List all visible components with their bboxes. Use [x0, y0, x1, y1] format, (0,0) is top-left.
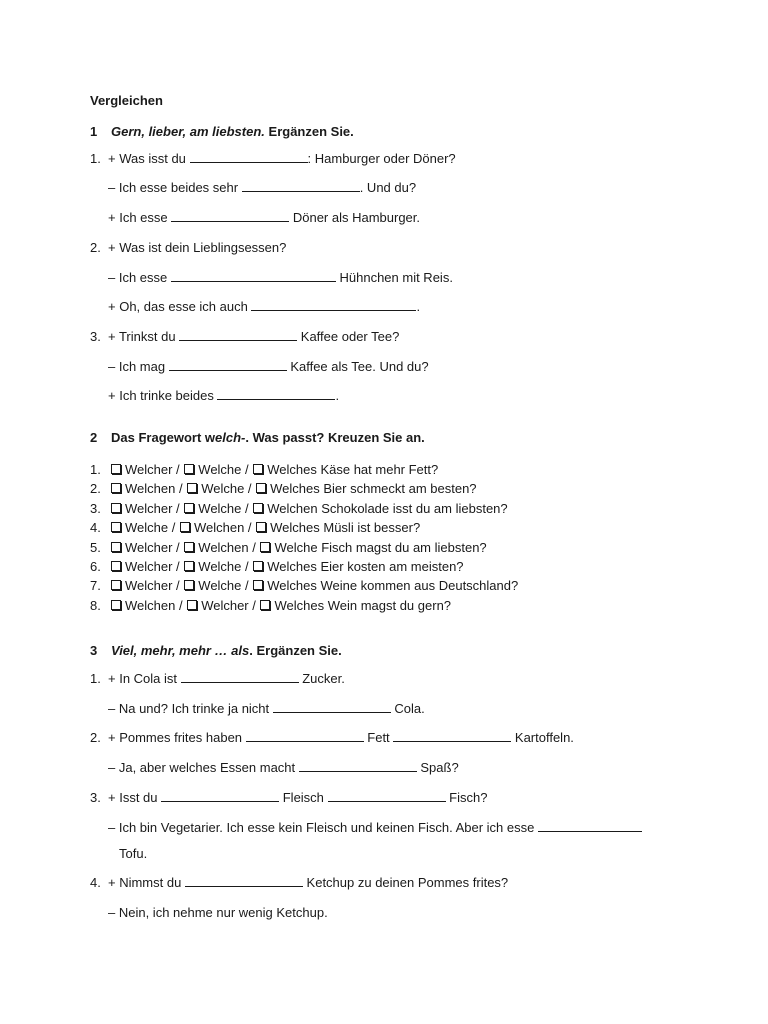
- answer-blank[interactable]: [393, 730, 511, 742]
- item-number: 3.: [90, 500, 101, 516]
- answer-blank[interactable]: [161, 790, 279, 802]
- section-2-heading: 2 Das Fragewort welch-. Was passt? Kreuzen Sie an.: [90, 430, 425, 445]
- choice-option: Welche /: [198, 462, 253, 477]
- choice-item: [90, 501, 508, 516]
- checkbox-icon[interactable]: [180, 522, 190, 532]
- section-heading-italic: elch-: [215, 430, 246, 445]
- checkbox-icon[interactable]: [187, 600, 197, 610]
- checkbox-icon[interactable]: [253, 561, 263, 571]
- item-number: 8.: [90, 597, 101, 613]
- answer-blank[interactable]: [171, 210, 289, 222]
- answer-blank[interactable]: [246, 730, 364, 742]
- section-heading-text: . Ergänzen Sie.: [249, 643, 342, 658]
- choice-option: Welche /: [201, 481, 256, 497]
- answer-blank[interactable]: [251, 299, 416, 311]
- exercise-line: + Ich esse Döner als Hamburger.: [108, 210, 421, 225]
- checkbox-icon[interactable]: [187, 483, 197, 493]
- choice-option: Welcher /: [125, 559, 184, 574]
- checkbox-icon[interactable]: [260, 542, 270, 552]
- choice-option: Welcher /: [201, 597, 260, 613]
- choice-item: [90, 520, 420, 535]
- section-1-heading: [90, 124, 354, 139]
- choice-item: [90, 462, 438, 477]
- answer-blank[interactable]: [181, 671, 299, 683]
- section-3-heading: [90, 643, 342, 658]
- item-number: 4.: [90, 520, 101, 536]
- answer-blank[interactable]: [185, 875, 303, 887]
- checkbox-icon[interactable]: [253, 580, 263, 590]
- section-heading-italic: Viel, mehr, mehr … als: [111, 643, 250, 658]
- exercise-line: – Na und? Ich trinke ja nicht Cola.: [108, 701, 425, 716]
- choice-option: Welcher /: [125, 500, 184, 516]
- checkbox-icon[interactable]: [111, 503, 121, 513]
- choice-option: Welches Wein magst du gern?: [274, 597, 452, 613]
- exercise-line: – Ich bin Vegetarier. Ich esse kein Fleisch und keinen Fisch. Aber ich esse: [90, 820, 642, 835]
- page-title: Vergleichen: [90, 93, 163, 108]
- exercise-line: 2. + Was ist dein Lieblingsessen?: [90, 240, 287, 255]
- checkbox-icon[interactable]: [111, 542, 121, 552]
- exercise-line: – Ich esse Hühnchen mit Reis.: [108, 270, 453, 285]
- section-number: 1: [90, 124, 98, 139]
- exercise-line: 1. + In Cola ist Zucker.: [90, 671, 345, 686]
- checkbox-icon[interactable]: [184, 580, 194, 590]
- answer-blank[interactable]: [538, 820, 642, 832]
- item-number: 6.: [90, 559, 101, 574]
- choice-option: Welche Fisch magst du am liebsten?: [274, 539, 487, 555]
- item-number: 2.: [90, 481, 101, 497]
- exercise-line: Tofu.: [119, 846, 148, 861]
- choice-option: Welchen /: [198, 539, 260, 555]
- answer-blank[interactable]: [171, 270, 336, 282]
- checkbox-icon[interactable]: [253, 464, 263, 474]
- exercise-line: 1. + Was isst du : Hamburger oder Döner?: [90, 151, 456, 166]
- checkbox-icon[interactable]: [256, 522, 266, 532]
- choice-option: Welchen /: [125, 597, 187, 613]
- section-number: 3: [90, 643, 98, 658]
- choice-option: Welches Bier schmeckt am besten?: [270, 481, 477, 497]
- exercise-line: 3. + Trinkst du Kaffee oder Tee?: [90, 329, 400, 344]
- choice-option: Welchen /: [125, 481, 187, 497]
- choice-option: Welche /: [198, 559, 253, 574]
- checkbox-icon[interactable]: [260, 600, 270, 610]
- answer-blank[interactable]: [169, 359, 287, 371]
- answer-blank[interactable]: [190, 151, 308, 163]
- exercise-line: 4. + Nimmst du Ketchup zu deinen Pommes frites?: [90, 875, 509, 890]
- answer-blank[interactable]: [299, 760, 417, 772]
- exercise-line: – Ich esse beides sehr . Und du?: [108, 180, 417, 195]
- checkbox-icon[interactable]: [111, 600, 121, 610]
- choice-item: [90, 578, 518, 593]
- answer-blank[interactable]: [242, 180, 360, 192]
- choice-item: [90, 481, 477, 496]
- exercise-line: + Oh, das esse ich auch .: [108, 299, 421, 314]
- section-heading-text: Ergänzen Sie.: [264, 124, 354, 139]
- choice-item: [90, 598, 451, 613]
- checkbox-icon[interactable]: [256, 483, 266, 493]
- choice-option: Welches Weine kommen aus Deutschland?: [267, 578, 519, 594]
- checkbox-icon[interactable]: [111, 580, 121, 590]
- choice-option: Welche /: [198, 500, 253, 516]
- exercise-line: + Ich trinke beides .: [108, 388, 340, 403]
- answer-blank[interactable]: [328, 790, 446, 802]
- answer-blank[interactable]: [217, 388, 335, 400]
- choice-option: Welches Käse hat mehr Fett?: [267, 462, 439, 477]
- choice-option: Welcher /: [125, 462, 184, 477]
- choice-option: Welche /: [198, 578, 253, 594]
- choice-option: Welches Eier kosten am meisten?: [267, 559, 464, 574]
- item-number: 7.: [90, 578, 101, 594]
- exercise-line: – Nein, ich nehme nur wenig Ketchup.: [108, 905, 328, 920]
- checkbox-icon[interactable]: [111, 561, 121, 571]
- answer-blank[interactable]: [179, 329, 297, 341]
- checkbox-icon[interactable]: [111, 522, 121, 532]
- checkbox-icon[interactable]: [184, 542, 194, 552]
- checkbox-icon[interactable]: [253, 503, 263, 513]
- choice-option: Welchen Schokolade isst du am liebsten?: [267, 500, 508, 516]
- checkbox-icon[interactable]: [184, 503, 194, 513]
- choice-option: Welcher /: [125, 539, 184, 555]
- checkbox-icon[interactable]: [184, 561, 194, 571]
- choice-option: Welche /: [125, 520, 179, 536]
- exercise-line: – Ich mag Kaffee als Tee. Und du?: [108, 359, 429, 374]
- choice-option: Welchen /: [193, 520, 256, 536]
- choice-item: [90, 559, 464, 574]
- exercise-line: 2. + Pommes frites haben Fett Kartoffeln.: [90, 730, 574, 745]
- choice-item: [90, 540, 487, 555]
- choice-option: Welches Müsli ist besser?: [270, 520, 421, 536]
- section-number: 2: [90, 430, 98, 445]
- exercise-line: 3. + Isst du Fleisch Fisch?: [90, 790, 488, 805]
- section-heading-text: . Was passt? Kreuzen Sie an.: [245, 430, 425, 445]
- exercise-line: – Ja, aber welches Essen macht Spaß?: [108, 760, 459, 775]
- checkbox-icon[interactable]: [111, 483, 121, 493]
- checkbox-icon[interactable]: [111, 464, 121, 474]
- section-heading-italic: Gern, lieber, am liebsten.: [111, 124, 265, 139]
- choice-option: Welcher /: [125, 578, 184, 594]
- answer-blank[interactable]: [273, 701, 391, 713]
- checkbox-icon[interactable]: [184, 464, 194, 474]
- item-number: 5.: [90, 539, 101, 555]
- item-number: 1.: [90, 462, 101, 477]
